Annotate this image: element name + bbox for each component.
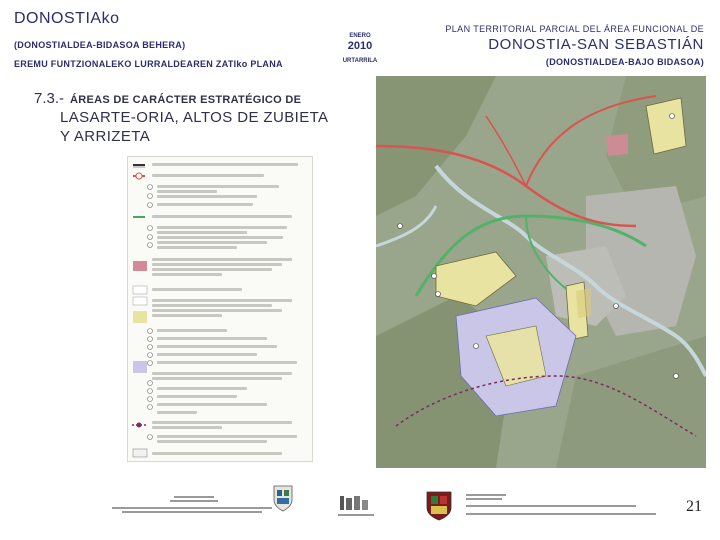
section-number: 7.3.- [34, 90, 65, 107]
legend-yellow-swatch [133, 311, 147, 323]
legend-bullet-items [148, 185, 153, 208]
legend-strategic-bullets [148, 329, 153, 366]
footer-credits-placeholder [112, 480, 272, 514]
legend-white-swatch-2 [133, 297, 147, 305]
legend-white-swatch [133, 286, 147, 294]
strategic-areas-map[interactable] [376, 76, 706, 468]
legend-purple-line [132, 423, 146, 428]
ihobe-logo-icon [338, 494, 374, 525]
section-title [34, 90, 364, 146]
legend-text-placeholders [152, 163, 298, 455]
header-right [445, 24, 704, 67]
section-title-line2: LASARTE-ORIA, ALTOS DE ZUBIETA [60, 109, 329, 126]
coat-of-arms-icon [272, 484, 294, 517]
header-left-title: DONOSTIAko [14, 10, 120, 27]
legend-logistic-bullets [148, 381, 153, 410]
legend-bullet-last [148, 435, 153, 440]
header-left-subtitle: (DONOSTIALDEA-BIDASOA BEHERA) [14, 40, 186, 50]
legend-road-line [133, 165, 145, 167]
header-left-plan-name: EREMU FUNTZIONALEKO LURRALDEAREN ZATIko PLANA [14, 59, 283, 69]
header-year: 2010 [347, 40, 373, 52]
map-graphic [376, 76, 706, 468]
header-month-basque: URTARRILA [342, 58, 378, 64]
legend-lilac-swatch [133, 361, 147, 373]
header-right-subtitle: (DONOSTIALDEA-BAJO BIDASOA) [545, 57, 704, 67]
legend-path-bullets [148, 226, 153, 248]
header-month: ENERO [349, 33, 371, 39]
header-right-title: DONOSTIA-SAN SEBASTIÁN [488, 36, 704, 53]
header-right-line: PLAN TERRITORIAL PARCIAL DEL ÁREA FUNCIONAL DE [445, 24, 704, 34]
section-title-line3: Y ARRIZETA [60, 128, 151, 145]
section-title-line1: ÁREAS DE CARÁCTER ESTRATÉGICO DE [70, 94, 302, 106]
header-left [14, 10, 283, 69]
footer-credits-eusko [466, 492, 666, 525]
page-number: 21 [686, 498, 702, 515]
legend-pink-swatch [133, 261, 147, 271]
footer-credits-placeholder-2 [466, 492, 666, 520]
legend-symbols [128, 157, 313, 462]
legend-secondary-road-line [133, 173, 145, 179]
header-date [338, 33, 382, 64]
footer-credits-gipuzkoa [112, 480, 272, 519]
legend-rural-swatch [133, 449, 147, 457]
map-legend [127, 156, 313, 462]
basque-shield-icon [424, 488, 454, 527]
